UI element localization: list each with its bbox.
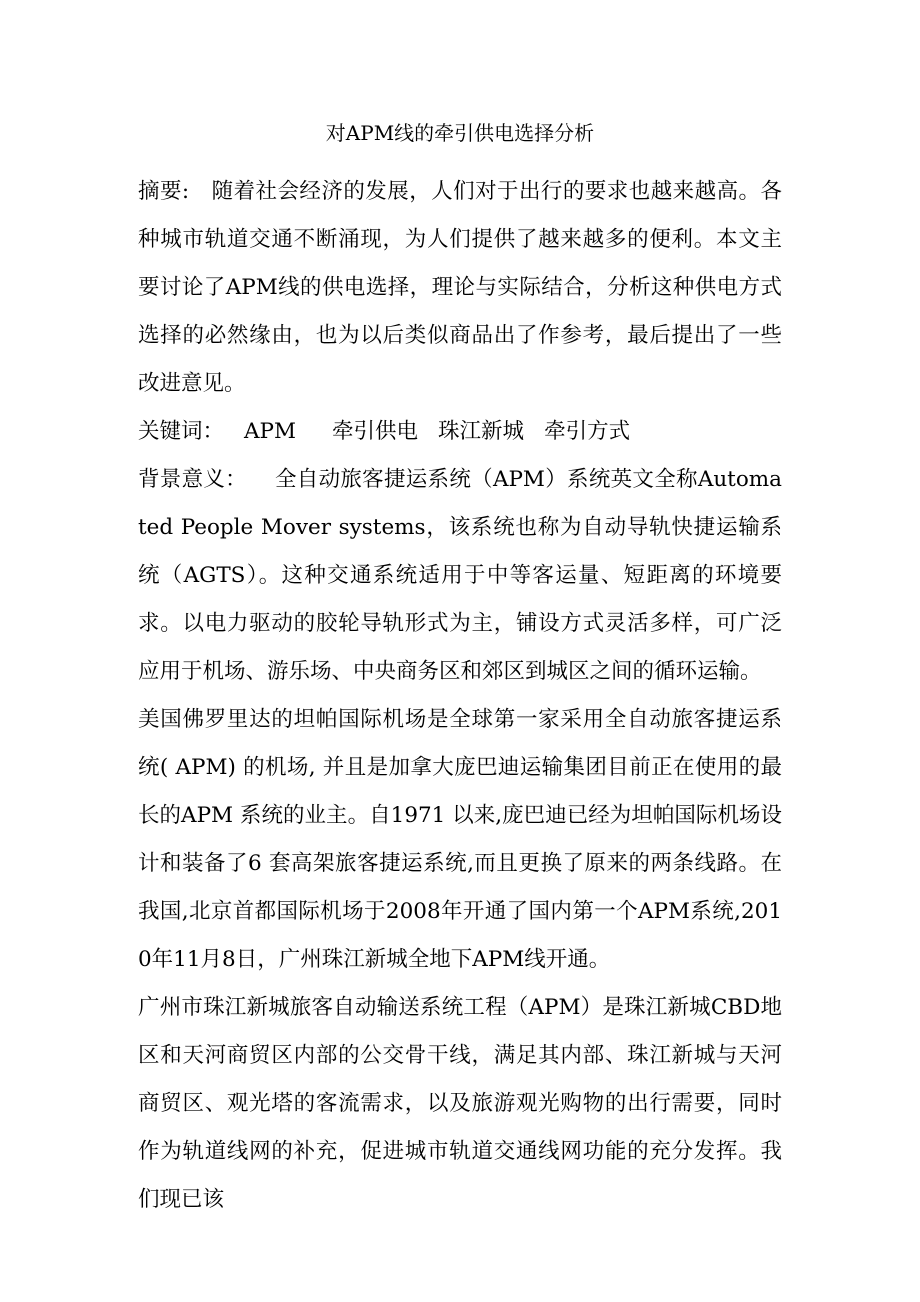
body-paragraph-tampa: 美国佛罗里达的坦帕国际机场是全球第一家采用全自动旅客捷运系统( APM) 的机场, 并且是加拿大庞巴迪运输集团目前正在使用的最长的APM 系统的业主。自1971 以来,庞巴迪已经为坦帕国际机场设计和装备了6 套高架旅客捷运系统,而且更换了原来的两条线路。在我国,北京首都国际机场于2008年开通了国内第一个APM系统,2010年11月8日，广州珠江新城全地下APM线开通。 bbox=[138, 707, 782, 972]
abstract-label: 摘要: bbox=[138, 179, 190, 204]
abstract-paragraph bbox=[138, 168, 782, 408]
keyword-item: 牵引供电 bbox=[332, 419, 419, 444]
keywords-label: 关键词： bbox=[138, 419, 225, 444]
body-paragraph-guangzhou: 广州市珠江新城旅客自动输送系统工程（APM）是珠江新城CBD地区和天河商贸区内部的公交骨干线，满足其内部、珠江新城与天河商贸区、观光塔的客流需求，以及旅游观光购物的出行需要，同时作为轨道线网的补充，促进城市轨道交通线网功能的充分发挥。我们现已该 bbox=[138, 995, 782, 1212]
abstract-text: 随着社会经济的发展，人们对于出行的要求也越来越高。各种城市轨道交通不断涌现，为人们提供了越来越多的便利。本文主要讨论了APM线的供电选择，理论与实际结合，分析这种供电方式选择的必然缘由，也为以后类似商品出了作参考，最后提出了一些改进意见。 bbox=[138, 179, 782, 396]
background-paragraph bbox=[138, 456, 782, 696]
document-title: 对APM线的牵引供电选择分析 bbox=[325, 121, 595, 145]
background-label: 背景意义： bbox=[138, 467, 247, 492]
keyword-item: 牵引方式 bbox=[544, 419, 631, 444]
keywords-paragraph bbox=[138, 408, 782, 456]
document-body bbox=[138, 168, 782, 1224]
keyword-item: APM bbox=[244, 419, 297, 444]
keywords-label-and-first bbox=[138, 408, 316, 456]
keyword-item: 珠江新城 bbox=[438, 419, 525, 444]
background-text: 全自动旅客捷运系统（APM）系统英文全称Automated People Mover systems，该系统也称为自动导轨快捷运输系统（AGTS）。这种交通系统适用于中等客运量、短距离的环境要求。以电力驱动的胶轮导轨形式为主，铺设方式灵活多样，可广泛应用于机场、游乐场、中央商务区和郊区到城区之间的循环运输。 bbox=[138, 467, 782, 684]
